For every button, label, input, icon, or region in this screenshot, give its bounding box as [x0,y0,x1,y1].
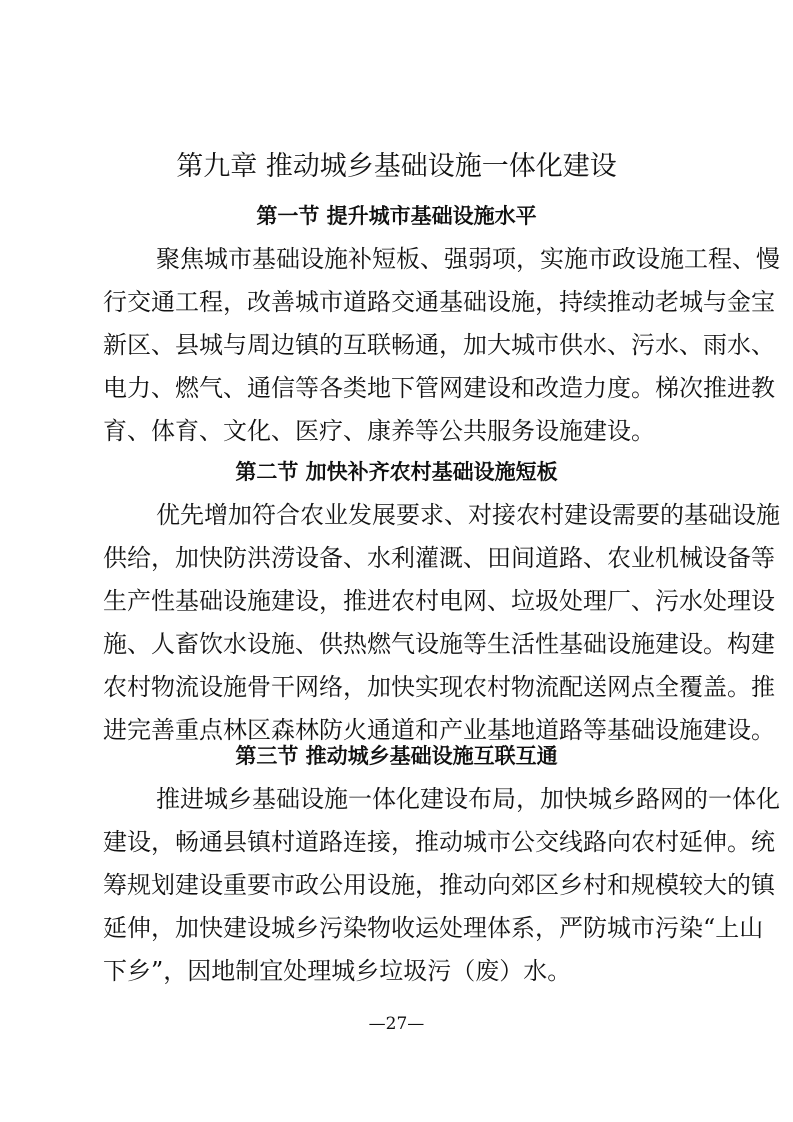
paragraph-line: 下乡”，因地制宜处理城乡垃圾污（废）水。 [103,957,572,985]
section-3-heading: 第三节 推动城乡基础设施互联互通 [235,743,558,768]
paragraph-line: 建设，畅通县镇村道路连接，推动城市公交线路向农村延伸。统 [103,828,775,856]
paragraph-line: 农村物流设施骨干网络，加快实现农村物流配送网点全覆盖。推 [103,673,775,701]
paragraph-line: 筹规划建设重要市政公用设施，推动向郊区乡村和规模较大的镇 [103,871,775,899]
paragraph-line: 施、人畜饮水设施、供热燃气设施等生活性基础设施建设。构建 [103,630,775,658]
paragraph-line: 聚焦城市基础设施补短板、强弱项，实施市政设施工程、慢 [156,245,780,273]
paragraph-line: 进完善重点林区森林防火通道和产业基地道路等基础设施建设。 [103,716,775,744]
paragraph-line: 新区、县城与周边镇的互联畅通，加大城市供水、污水、雨水、 [103,331,775,359]
paragraph-line: 延伸，加快建设城乡污染物收运处理体系，严防城市污染“上山 [103,914,764,942]
paragraph-line: 育、体育、文化、医疗、康养等公共服务设施建设。 [103,417,655,445]
paragraph-line: 生产性基础设施建设，推进农村电网、垃圾处理厂、污水处理设 [103,587,775,615]
paragraph-line: 优先增加符合农业发展要求、对接农村建设需要的基础设施 [156,501,780,529]
paragraph-line: 供给，加快防洪涝设备、水利灌溉、田间道路、农业机械设备等 [103,544,775,572]
paragraph-line: 电力、燃气、通信等各类地下管网建设和改造力度。梯次推进教 [103,374,775,402]
section-2-heading: 第二节 加快补齐农村基础设施短板 [235,459,558,484]
page-number: —27— [368,1014,425,1034]
chapter-title: 第九章 推动城乡基础设施一体化建设 [176,151,617,182]
paragraph-line: 推进城乡基础设施一体化建设布局，加快城乡路网的一体化 [156,785,780,813]
section-1-heading: 第一节 提升城市基础设施水平 [256,203,537,228]
paragraph-line: 行交通工程，改善城市道路交通基础设施，持续推动老城与金宝 [103,288,775,316]
